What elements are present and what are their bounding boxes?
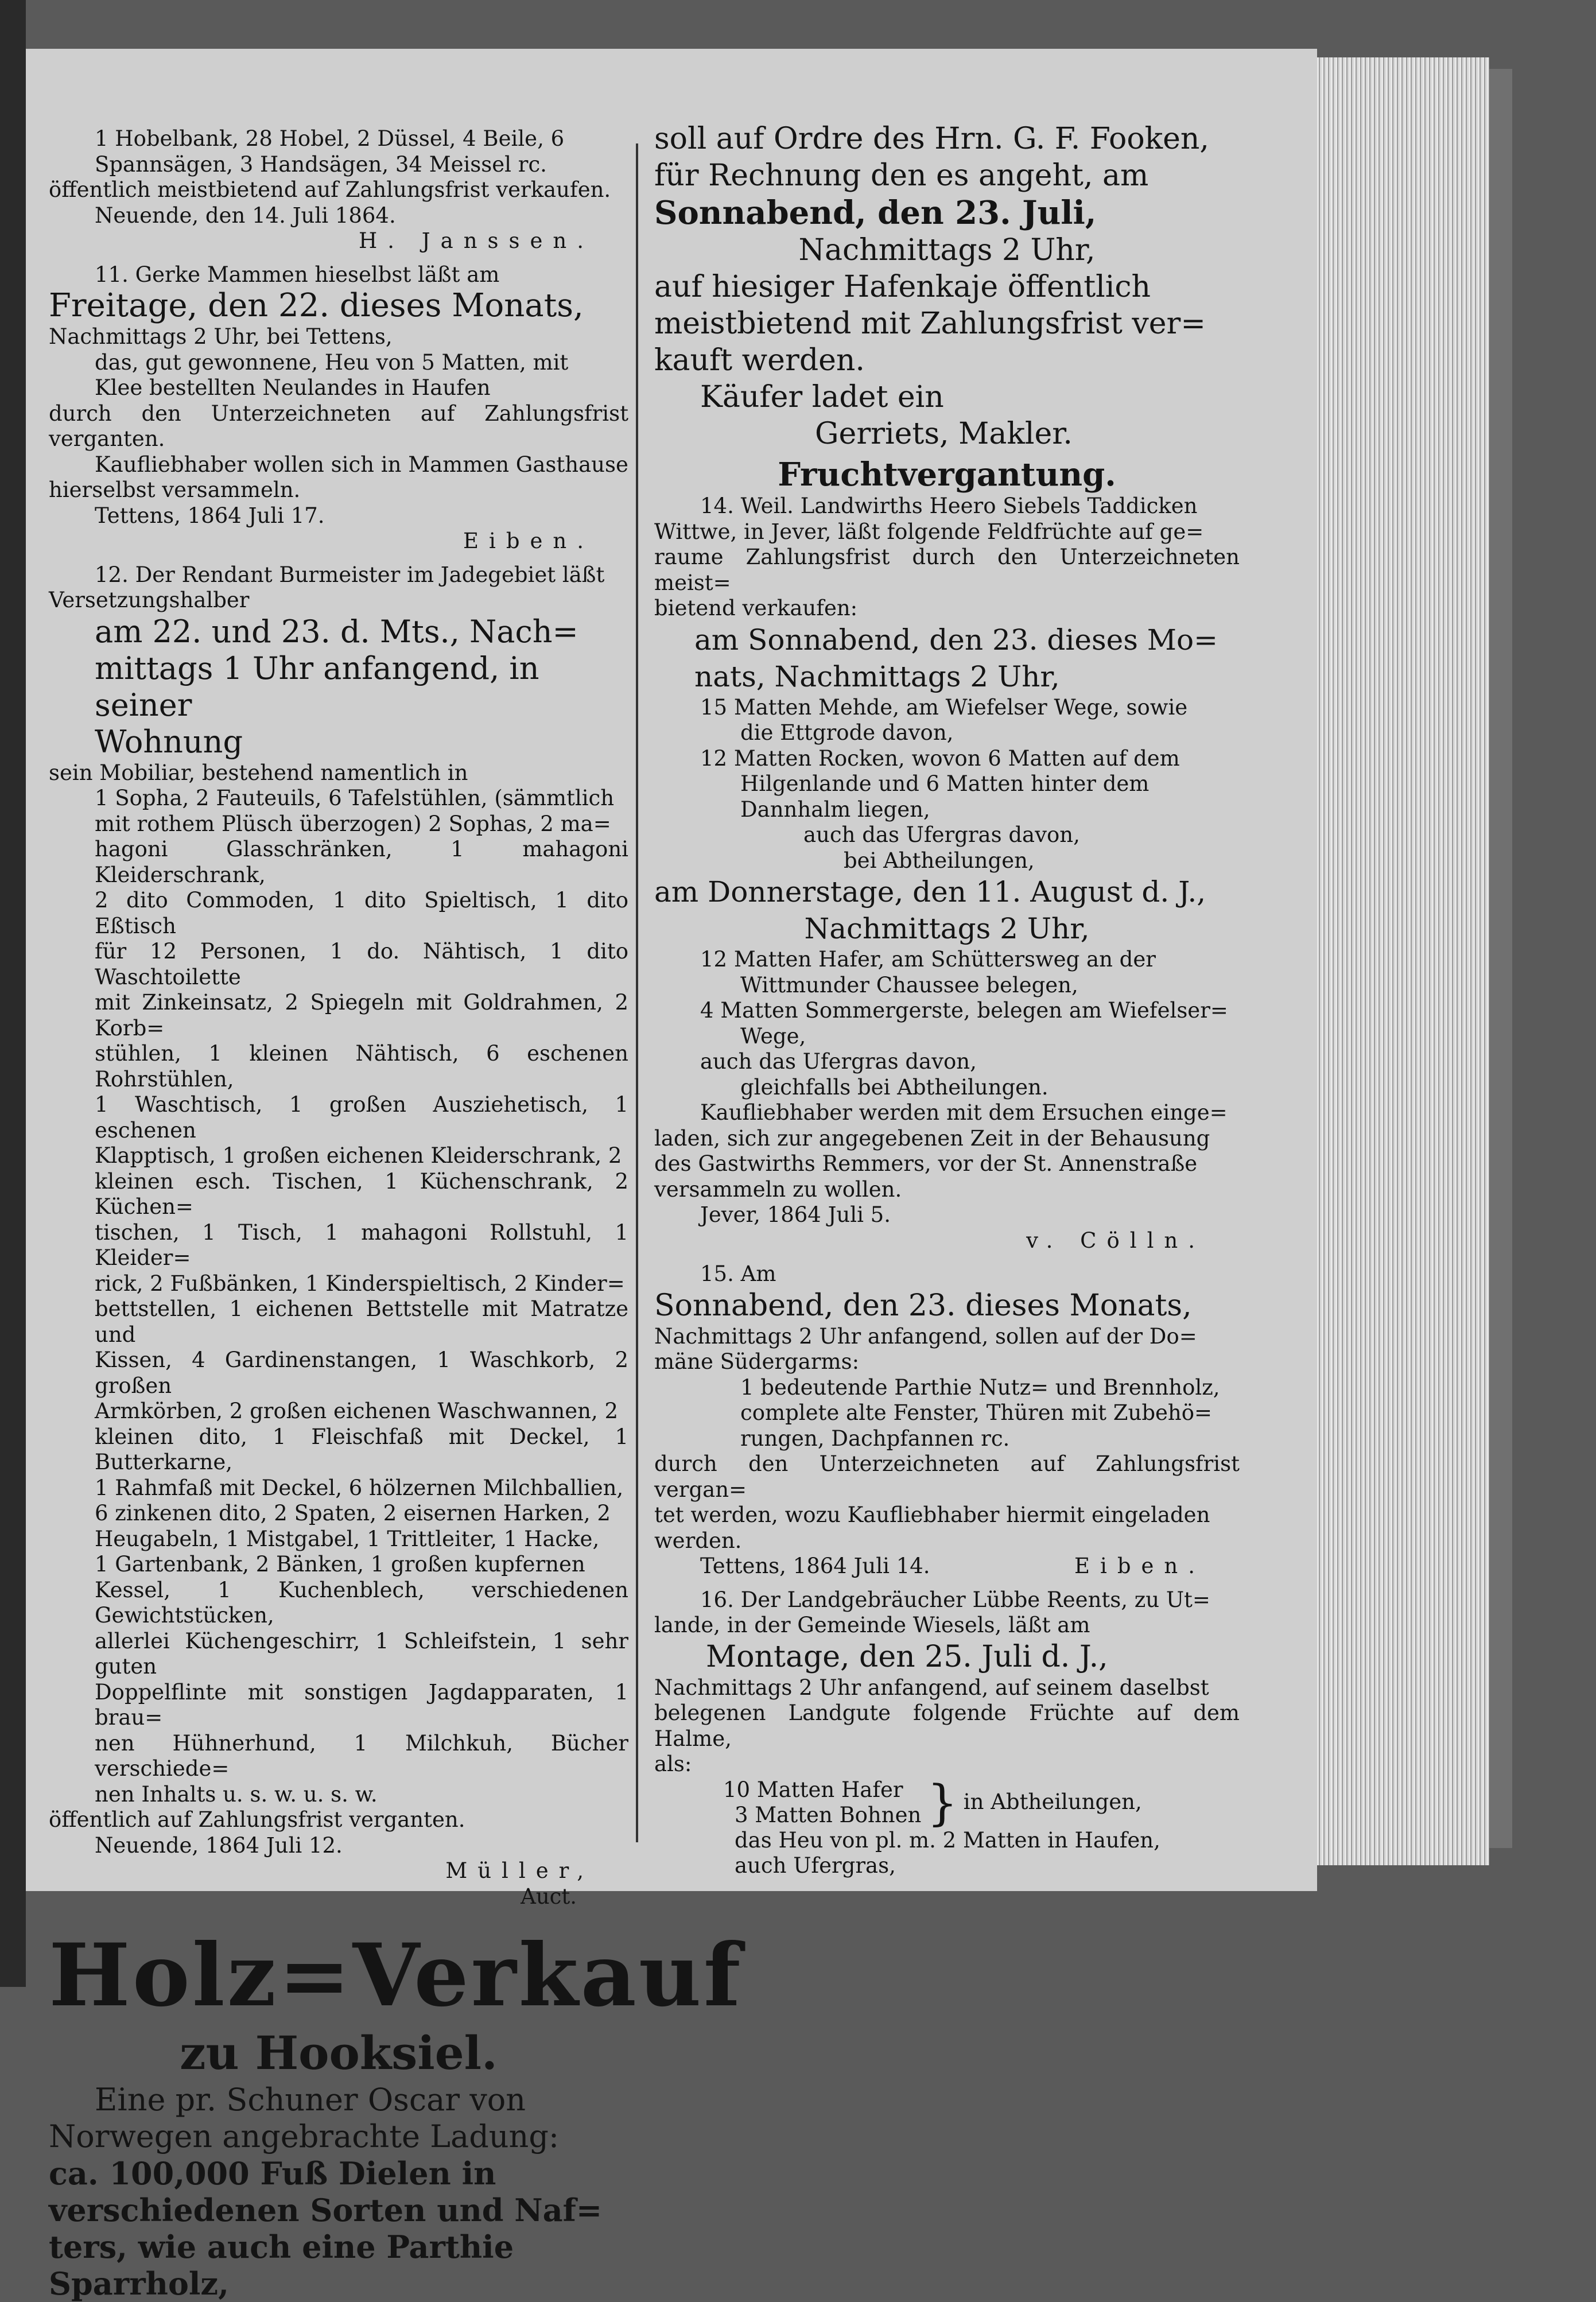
text-line: sein Mobiliar, bestehend namentlich in bbox=[49, 760, 468, 785]
text-line: meistbietend mit Zahlungsfrist ver= bbox=[654, 306, 1206, 341]
text-line: als: bbox=[654, 1752, 692, 1776]
text-line: für Rechnung den es angeht, am bbox=[654, 158, 1149, 193]
text-line: laden, sich zur angegebenen Zeit in der Behausung bbox=[654, 1125, 1210, 1151]
furniture-list bbox=[49, 786, 628, 1807]
signature: H. Janssen. bbox=[359, 228, 594, 253]
text-line: Nachmittags 2 Uhr, bei Tettens, bbox=[49, 324, 393, 349]
list-line: mit rothem Plüsch überzogen) 2 Sophas, 2 ma= bbox=[95, 811, 611, 836]
signature: Eiben. bbox=[1074, 1554, 1205, 1578]
notice-15 bbox=[654, 1261, 1240, 1579]
notice-headline: Wohnung bbox=[95, 723, 243, 760]
list-line: Doppelflinte mit sonstigen Jagdapparaten, 1 brau= bbox=[95, 1679, 628, 1730]
notice-headline: Sonnabend, den 23. Juli, bbox=[654, 194, 1097, 232]
text-line: versammeln zu wollen. bbox=[654, 1177, 902, 1202]
text-line: kauft werden. bbox=[654, 343, 865, 378]
brace-group bbox=[654, 1774, 1240, 1831]
list-line: 3 Matten Bohnen bbox=[735, 1802, 922, 1827]
list-line: hagoni Glasschränken, 1 mahagoni Kleiderschrank, bbox=[95, 837, 628, 887]
text-line: das, gut gewonnene, Heu von 5 Matten, mit bbox=[95, 350, 569, 375]
text-line: Nachmittags 2 Uhr anfangend, auf seinem daselbst bbox=[654, 1675, 1209, 1700]
text-line: durch den Unterzeichneten auf Zahlungsfrist vergan= bbox=[654, 1451, 1240, 1502]
text-line: hierselbst versammeln. bbox=[49, 478, 301, 502]
section-headline: Fruchtvergantung. bbox=[778, 456, 1116, 494]
list-line: 1 Gartenbank, 2 Bänken, 1 großen kupfernen bbox=[95, 1552, 585, 1577]
notice-headline: am 22. und 23. d. Mts., Nach= bbox=[95, 613, 578, 650]
signature: Müller, bbox=[445, 1858, 594, 1883]
text-line: Kaufliebhaber werden mit dem Ersuchen einge= bbox=[700, 1100, 1228, 1125]
list-line: Kissen, 4 Gardinenstangen, 1 Waschkorb, 2 großen bbox=[95, 1348, 628, 1398]
text-line: werden. bbox=[654, 1528, 742, 1553]
list-line: auch das Ufergras davon, bbox=[700, 1049, 977, 1074]
text-line: verschiedenen Sorten und Naf= bbox=[49, 2192, 603, 2229]
list-line: 12 Matten Hafer, am Schüttersweg an der bbox=[700, 947, 1156, 972]
date-signature-row bbox=[654, 1554, 1240, 1579]
text-line: ters, wie auch eine Parthie bbox=[49, 2229, 514, 2265]
list-line: 15 Matten Mehde, am Wiefelser Wege, sowie bbox=[700, 694, 1188, 720]
date-headline: am Donnerstage, den 11. August d. J., bbox=[654, 875, 1206, 909]
notice-intro: 15. Am bbox=[700, 1261, 776, 1286]
notice-headline: Montage, den 25. Juli d. J., bbox=[706, 1639, 1108, 1674]
list-line: 1 Waschtisch, 1 großen Ausziehetisch, 1 eschenen bbox=[95, 1092, 628, 1143]
notice-intro: 12. Der Rendant Burmeister im Jadegebiet läßt bbox=[95, 562, 605, 587]
signature: Eiben. bbox=[463, 529, 594, 553]
text-line: durch den Unterzeichneten auf Zahlungsfrist verganten. bbox=[49, 401, 628, 451]
list-line: stühlen, 1 kleinen Nähtisch, 6 eschenen Rohrstühlen, bbox=[95, 1041, 628, 1092]
list-line: rick, 2 Fußbänken, 1 Kinderspieltisch, 2 Kinder= bbox=[95, 1271, 625, 1296]
notice-14 bbox=[654, 494, 1240, 1253]
text-line: Jever, 1864 Juli 5. bbox=[700, 1202, 891, 1227]
text-line: Nachmittags 2 Uhr, bbox=[798, 233, 1096, 267]
notice-intro: 14. Weil. Landwirths Heero Siebels Taddicken bbox=[700, 494, 1198, 518]
brace-glyph: } bbox=[927, 1774, 958, 1831]
list-line: 1 bedeutende Parthie Nutz= und Brennholz, bbox=[740, 1375, 1220, 1400]
text-line: belegenen Landgute folgende Früchte auf dem Halme, bbox=[654, 1701, 1240, 1751]
column-divider bbox=[636, 143, 638, 1842]
list-line: Wege, bbox=[740, 1023, 806, 1049]
text-line: öffentlich meistbietend auf Zahlungsfrist verkaufen. bbox=[49, 177, 611, 202]
ad-headline: Holz=Verkauf bbox=[49, 1925, 743, 2026]
text-line: Neuende, den 14. Juli 1864. bbox=[95, 203, 396, 228]
list-line: complete alte Fenster, Thüren mit Zubehö= bbox=[740, 1400, 1213, 1425]
text-line: soll auf Ordre des Hrn. G. F. Fooken, bbox=[654, 122, 1209, 156]
list-line: Armkörben, 2 großen eichenen Waschwannen, 2 bbox=[95, 1399, 619, 1423]
list-line: nen Hühnerhund, 1 Milchkuh, Bücher verschiede= bbox=[95, 1730, 628, 1781]
notice-tools-sale bbox=[49, 126, 628, 254]
text-line: 1 Hobelbank, 28 Hobel, 2 Düssel, 4 Beile, 6 bbox=[95, 126, 565, 151]
list-line: 2 dito Commoden, 1 dito Spieltisch, 1 dito Eßtisch bbox=[95, 888, 628, 938]
list-line: 12 Matten Rocken, wovon 6 Matten auf dem bbox=[700, 746, 1180, 771]
text-line: ca. 100,000 Fuß Dielen in bbox=[49, 2155, 496, 2192]
text-line: Norwegen angebrachte Ladung: bbox=[49, 2118, 560, 2155]
date-headline: am Sonnabend, den 23. dieses Mo= bbox=[694, 623, 1218, 657]
text-line: raume Zahlungsfrist durch den Unterzeichneten meist= bbox=[654, 545, 1240, 595]
text-line: Spannsägen, 3 Handsägen, 34 Meissel rc. bbox=[95, 152, 547, 177]
text-line: Sparrholz, bbox=[49, 2265, 229, 2302]
signature: v. Cölln. bbox=[1026, 1228, 1205, 1253]
text-line: tet werden, wozu Kaufliebhaber hiermit eingeladen bbox=[654, 1503, 1210, 1527]
list-line: 6 zinkenen dito, 2 Spaten, 2 eisernen Harken, 2 bbox=[95, 1501, 611, 1525]
text-line: mäne Südergarms: bbox=[654, 1349, 860, 1374]
list-line: 10 Matten Hafer bbox=[723, 1777, 903, 1802]
text-line: Klee bestellten Neulandes in Haufen bbox=[95, 375, 491, 400]
text-line: öffentlich auf Zahlungsfrist verganten. bbox=[49, 1807, 465, 1832]
text-line: des Gastwirths Remmers, vor der St. Annenstraße bbox=[654, 1151, 1198, 1176]
notice-headline: Freitage, den 22. dieses Monats, bbox=[49, 287, 584, 324]
list-line: kleinen esch. Tischen, 1 Küchenschrank, 2 Küchen= bbox=[95, 1169, 628, 1219]
ad-subheadline: zu Hooksiel. bbox=[180, 2026, 498, 2080]
list-line: die Ettgrode davon, bbox=[740, 720, 954, 745]
page-stack-edges bbox=[1317, 57, 1489, 1865]
book-spine-edge bbox=[0, 0, 26, 1987]
text-line: Neuende, 1864 Juli 12. bbox=[95, 1833, 343, 1858]
list-line: bettstellen, 1 eichenen Bettstelle mit Matratze und bbox=[95, 1296, 628, 1347]
list-line: Wittmunder Chaussee belegen, bbox=[740, 972, 1078, 997]
notice-intro: 16. Der Landgebräucher Lübbe Reents, zu Ut= bbox=[700, 1587, 1210, 1612]
book-cover-edge bbox=[1489, 69, 1512, 1848]
date-headline: nats, Nachmittags 2 Uhr, bbox=[694, 659, 1060, 693]
notice-11 bbox=[49, 262, 628, 554]
list-line: Heugabeln, 1 Mistgabel, 1 Trittleiter, 1 Hacke, bbox=[95, 1526, 600, 1551]
list-line: Klapptisch, 1 großen eichenen Kleiderschrank, 2 bbox=[95, 1143, 622, 1168]
notice-ship-sale bbox=[654, 121, 1240, 452]
text-line: Käufer ladet ein bbox=[700, 380, 944, 414]
text-line: Eine pr. Schuner Oscar von bbox=[95, 2082, 526, 2118]
list-line: auch Ufergras, bbox=[735, 1853, 896, 1878]
list-line: 4 Matten Sommergerste, belegen am Wiefelser= bbox=[700, 998, 1228, 1023]
list-line: 1 Rahmfaß mit Deckel, 6 hölzernen Milchballien, bbox=[95, 1475, 624, 1500]
text-line: Nachmittags 2 Uhr anfangend, sollen auf der Do= bbox=[654, 1323, 1197, 1349]
brace-label: in Abtheilungen, bbox=[963, 1789, 1142, 1815]
notice-headline: Sonnabend, den 23. dieses Monats, bbox=[654, 1288, 1192, 1323]
list-line: gleichfalls bei Abtheilungen. bbox=[740, 1074, 1049, 1100]
text-line: Wittwe, in Jever, läßt folgende Feldfrüchte auf ge= bbox=[654, 519, 1204, 544]
list-line: kleinen dito, 1 Fleischfaß mit Deckel, 1 Butterkarne, bbox=[95, 1424, 628, 1474]
list-line: Hilgenlande und 6 Matten hinter dem bbox=[740, 771, 1150, 796]
list-line: Kessel, 1 Kuchenblech, verschiedenen Gewichtstücken, bbox=[95, 1577, 628, 1628]
list-line: Dannhalm liegen, bbox=[740, 797, 930, 822]
signature: Gerriets, Makler. bbox=[815, 417, 1073, 451]
list-line: bei Abtheilungen, bbox=[844, 848, 1035, 873]
text-line: lande, in der Gemeinde Wiesels, läßt am bbox=[654, 1613, 1090, 1637]
signature-title: Auct. bbox=[521, 1884, 577, 1909]
list-line: für 12 Personen, 1 do. Nähtisch, 1 dito Waschtoilette bbox=[95, 939, 628, 989]
text-line: Tettens, 1864 Juli 17. bbox=[95, 503, 325, 528]
right-column bbox=[654, 121, 1240, 1879]
date-headline: Nachmittags 2 Uhr, bbox=[804, 912, 1090, 945]
notice-12 bbox=[49, 562, 628, 1910]
text-line: Kaufliebhaber wollen sich in Mammen Gasthause bbox=[95, 452, 628, 477]
text-line: bietend verkaufen: bbox=[654, 596, 858, 620]
list-line: 1 Sopha, 2 Fauteuils, 6 Tafelstühlen, (sämmtlich bbox=[95, 786, 615, 810]
text-line: Tettens, 1864 Juli 14. bbox=[700, 1554, 930, 1578]
list-line: auch das Ufergras davon, bbox=[803, 822, 1080, 847]
list-line: mit Zinkeinsatz, 2 Spiegeln mit Goldrahmen, 2 Korb= bbox=[95, 990, 628, 1041]
list-line: nen Inhalts u. s. w. u. s. w. bbox=[95, 1781, 378, 1807]
notice-holz-verkauf bbox=[49, 1925, 743, 2302]
list-line: das Heu von pl. m. 2 Matten in Haufen, bbox=[735, 1827, 1160, 1853]
list-line: tischen, 1 Tisch, 1 mahagoni Rollstuhl, 1 Kleider= bbox=[95, 1220, 628, 1270]
notice-headline: mittags 1 Uhr anfangend, in seiner bbox=[95, 650, 539, 723]
list-line: rungen, Dachpfannen rc. bbox=[740, 1426, 1010, 1451]
notice-intro: 11. Gerke Mammen hieselbst läßt am bbox=[95, 262, 500, 287]
text-line: auf hiesiger Hafenkaje öffentlich bbox=[654, 270, 1151, 304]
text-line: Versetzungshalber bbox=[49, 588, 250, 612]
list-line: allerlei Küchengeschirr, 1 Schleifstein, 1 sehr guten bbox=[95, 1628, 628, 1679]
notice-16 bbox=[654, 1587, 1240, 1879]
